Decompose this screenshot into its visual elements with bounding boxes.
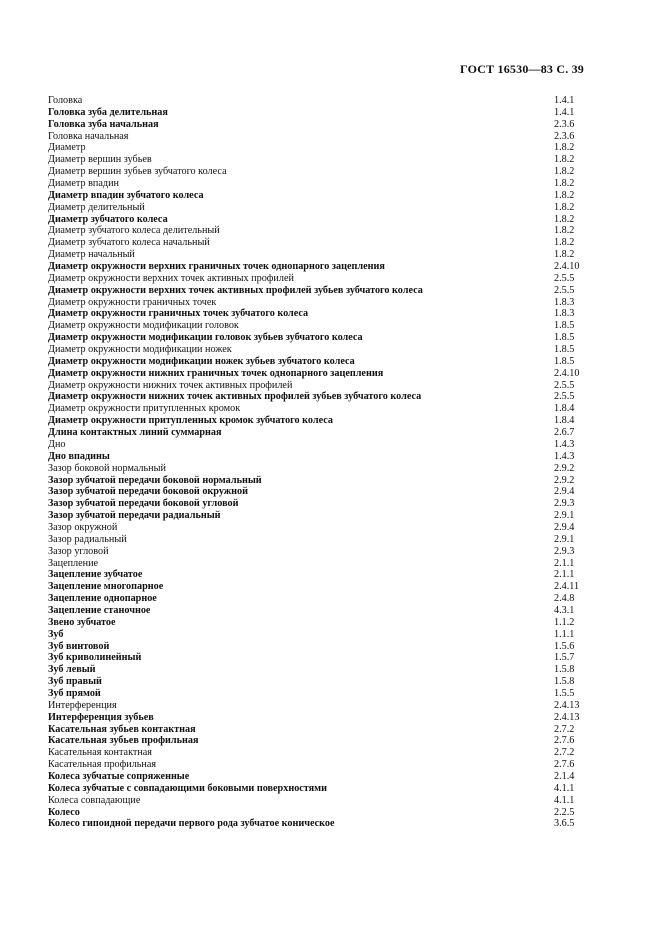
index-term: Дно [48,438,66,450]
index-reference: 1.8.5 [554,320,575,332]
index-reference: 1.8.2 [554,178,575,190]
index-row [48,617,584,629]
index-term: Зазор угловой [48,545,109,557]
index-term: Диаметр начальный [48,249,135,261]
index-reference: 2.9.1 [554,510,575,522]
index-reference: 1.8.2 [554,154,575,166]
index-term: Диаметр окружности верхних точек активных профилей зубьев зубчатого колеса [48,284,423,296]
index-row [48,119,584,131]
index-term: Диаметр окружности нижних граничных точек однопарного зацепления [48,367,384,379]
index-row [48,498,584,510]
index-row [48,273,584,285]
index-term: Колеса совпадающие [48,794,141,806]
index-reference: 2.5.5 [554,379,575,391]
index-term: Головка [48,95,83,106]
index-reference: 2.7.6 [554,735,575,747]
index-term: Диаметр окружности верхних точек активных профилей [48,272,294,284]
index-term: Зуб [48,628,64,640]
index-reference: 1.8.5 [554,355,575,367]
index-term: Зацепление станочное [48,604,151,616]
index-reference: 2.6.7 [554,427,575,439]
index-term: Диаметр впадин [48,178,119,190]
index-reference: 2.5.5 [554,391,575,403]
index-row [48,522,584,534]
index-reference: 4.1.1 [554,794,575,806]
index-row [48,676,584,688]
index-row [48,380,584,392]
index-row [48,237,584,249]
index-reference: 1.4.3 [554,438,575,450]
index-reference: 2.1.1 [554,569,575,581]
index-reference: 1.5.6 [554,640,575,652]
index-row [48,308,584,320]
index-reference: 1.5.8 [554,664,575,676]
index-reference: 1.4.3 [554,450,575,462]
index-term: Диаметр окружности модификации головок [48,320,239,332]
index-reference: 1.4.1 [554,95,575,106]
index-row [48,451,584,463]
index-term: Диаметр вершин зубьев зубчатого колеса [48,166,227,178]
index-reference: 2.7.2 [554,747,575,759]
index-reference: 1.8.2 [554,237,575,249]
index-term: Диаметр окружности нижних точек активных профилей [48,379,293,391]
index-row [48,154,584,166]
index-row [48,439,584,451]
index-term: Зуб криволинейный [48,652,142,664]
index-row [48,534,584,546]
index-reference: 2.9.4 [554,521,575,533]
index-term: Диаметр зубчатого колеса делительный [48,225,220,237]
index-reference: 1.4.1 [554,106,575,118]
index-term: Зазор зубчатой передачи боковой окружной [48,486,249,498]
index-row [48,724,584,736]
index-row [48,546,584,558]
index-term: Диаметр окружности притупленных кромок [48,403,241,415]
index-row [48,225,584,237]
index-row [48,771,584,783]
index-reference: 1.1.2 [554,616,575,628]
index-term: Зазор боковой нормальный [48,462,166,474]
index-row [48,368,584,380]
index-row [48,510,584,522]
index-reference: 2.9.2 [554,462,575,474]
index-row [48,332,584,344]
index-reference: 2.4.10 [554,367,580,379]
index-term: Диаметр окружности граничных точек зубчатого колеса [48,308,309,320]
index-row [48,486,584,498]
index-reference: 2.1.4 [554,770,575,782]
index-reference: 1.8.2 [554,225,575,237]
index-term: Диаметр зубчатого колеса [48,213,168,225]
index-term: Головка зуба делительная [48,106,168,118]
index-term: Колесо гипоидной передачи первого рода зубчатое коническое [48,818,335,830]
index-reference: 1.8.4 [554,403,575,415]
index-reference: 2.5.5 [554,272,575,284]
index-reference: 1.5.5 [554,687,575,699]
index-term: Диаметр окружности модификации ножек зубьев зубчатого колеса [48,355,355,367]
index-row [48,641,584,653]
index-row [48,569,584,581]
index-reference: 1.8.4 [554,415,575,427]
index-row [48,735,584,747]
index-reference: 2.1.1 [554,557,575,569]
index-row [48,558,584,570]
index-row [48,795,584,807]
index-row [48,415,584,427]
index-term: Зазор зубчатой передачи боковой угловой [48,498,239,510]
index-reference: 3.6.5 [554,818,575,830]
index-row [48,166,584,178]
index-row [48,249,584,261]
index-reference: 2.4.8 [554,593,575,605]
index-term: Диаметр делительный [48,201,145,213]
index-reference: 1.8.2 [554,166,575,178]
index-reference: 1.8.3 [554,296,575,308]
index-term: Диаметр [48,142,86,154]
index-row [48,131,584,143]
index-reference: 2.9.2 [554,474,575,486]
index-row [48,783,584,795]
index-term: Зуб левый [48,664,96,676]
index-term: Диаметр впадин зубчатого колеса [48,189,204,201]
index-term: Диаметр окружности притупленных кромок зубчатого колеса [48,415,333,427]
index-term: Головка начальная [48,130,129,142]
index-row [48,688,584,700]
index-term: Диаметр вершин зубьев [48,154,152,166]
index-reference: 2.4.13 [554,711,580,723]
index-term: Зуб винтовой [48,640,110,652]
index-term: Диаметр окружности модификации головок зубьев зубчатого колеса [48,332,363,344]
index-row [48,403,584,415]
term-index-list [48,95,584,830]
index-row [48,344,584,356]
index-term: Зазор зубчатой передачи радиальный [48,510,221,522]
index-term: Зацепление [48,557,99,569]
index-term: Диаметр окружности нижних точек активных профилей зубьев зубчатого колеса [48,391,422,403]
index-reference: 1.8.2 [554,142,575,154]
index-term: Дно впадины [48,450,110,462]
index-term: Диаметр окружности граничных точек [48,296,217,308]
index-term: Интерференция [48,699,117,711]
index-term: Касательная контактная [48,747,152,759]
index-row [48,261,584,273]
index-reference: 2.9.1 [554,533,575,545]
index-reference: 2.7.6 [554,759,575,771]
index-reference: 2.4.11 [554,581,580,593]
index-reference: 2.4.13 [554,699,580,711]
index-reference: 2.9.3 [554,545,575,557]
index-row [48,202,584,214]
index-reference: 1.1.1 [554,628,575,640]
index-reference: 2.7.2 [554,723,575,735]
index-term: Касательная зубьев профильная [48,735,199,747]
index-row [48,285,584,297]
index-row [48,664,584,676]
index-row [48,107,584,119]
index-reference: 2.5.5 [554,284,575,296]
index-row [48,320,584,332]
index-row [48,427,584,439]
index-term: Зацепление многопарное [48,581,164,593]
index-reference: 4.3.1 [554,604,575,616]
index-term: Зуб прямой [48,687,101,699]
index-term: Зазор окружной [48,521,118,533]
index-reference: 2.9.3 [554,498,575,510]
index-row [48,605,584,617]
index-row [48,178,584,190]
index-reference: 1.8.5 [554,332,575,344]
index-reference: 1.8.2 [554,189,575,201]
index-term: Зазор зубчатой передачи боковой нормальный [48,474,262,486]
index-reference: 1.8.2 [554,201,575,213]
index-term: Интерференция зубьев [48,711,154,723]
index-term: Касательная зубьев контактная [48,723,196,735]
index-row [48,214,584,226]
index-row [48,297,584,309]
index-row [48,818,584,830]
index-row [48,142,584,154]
index-reference: 1.8.3 [554,308,575,320]
index-reference: 1.5.8 [554,676,575,688]
index-row [48,391,584,403]
page-header: ГОСТ 16530—83 С. 39 [460,62,584,76]
index-term: Колеса зубчатые сопряженные [48,770,190,782]
index-reference: 2.2.5 [554,806,575,818]
index-term: Зацепление зубчатое [48,569,143,581]
index-row [48,747,584,759]
index-term: Длина контактных линий суммарная [48,427,222,439]
index-row [48,190,584,202]
index-row [48,759,584,771]
index-reference: 2.3.6 [554,130,575,142]
index-reference: 1.8.5 [554,344,575,356]
index-row [48,95,584,107]
index-reference: 2.9.4 [554,486,575,498]
index-reference: 1.8.2 [554,249,575,261]
index-row [48,629,584,641]
index-reference: 1.8.2 [554,213,575,225]
index-row [48,463,584,475]
index-term: Головка зуба начальная [48,118,159,130]
index-term: Зазор радиальный [48,533,127,545]
index-term: Диаметр зубчатого колеса начальный [48,237,210,249]
index-term: Диаметр окружности модификации ножек [48,344,232,356]
index-term: Колесо [48,806,80,818]
index-term: Касательная профильная [48,759,157,771]
index-row [48,807,584,819]
index-row [48,712,584,724]
index-row [48,652,584,664]
index-reference: 2.4.10 [554,261,580,273]
index-term: Звено зубчатое [48,616,116,628]
index-reference: 1.5.7 [554,652,575,664]
index-reference: 2.3.6 [554,118,575,130]
index-row [48,356,584,368]
index-term: Диаметр окружности верхних граничных точек однопарного зацепления [48,261,385,273]
index-row [48,700,584,712]
index-row [48,581,584,593]
index-term: Колеса зубчатые с совпадающими боковыми поверхностями [48,782,327,794]
index-reference: 4.1.1 [554,782,575,794]
index-row [48,593,584,605]
index-term: Зуб правый [48,676,102,688]
index-term: Зацепление однопарное [48,593,157,605]
index-row [48,475,584,487]
